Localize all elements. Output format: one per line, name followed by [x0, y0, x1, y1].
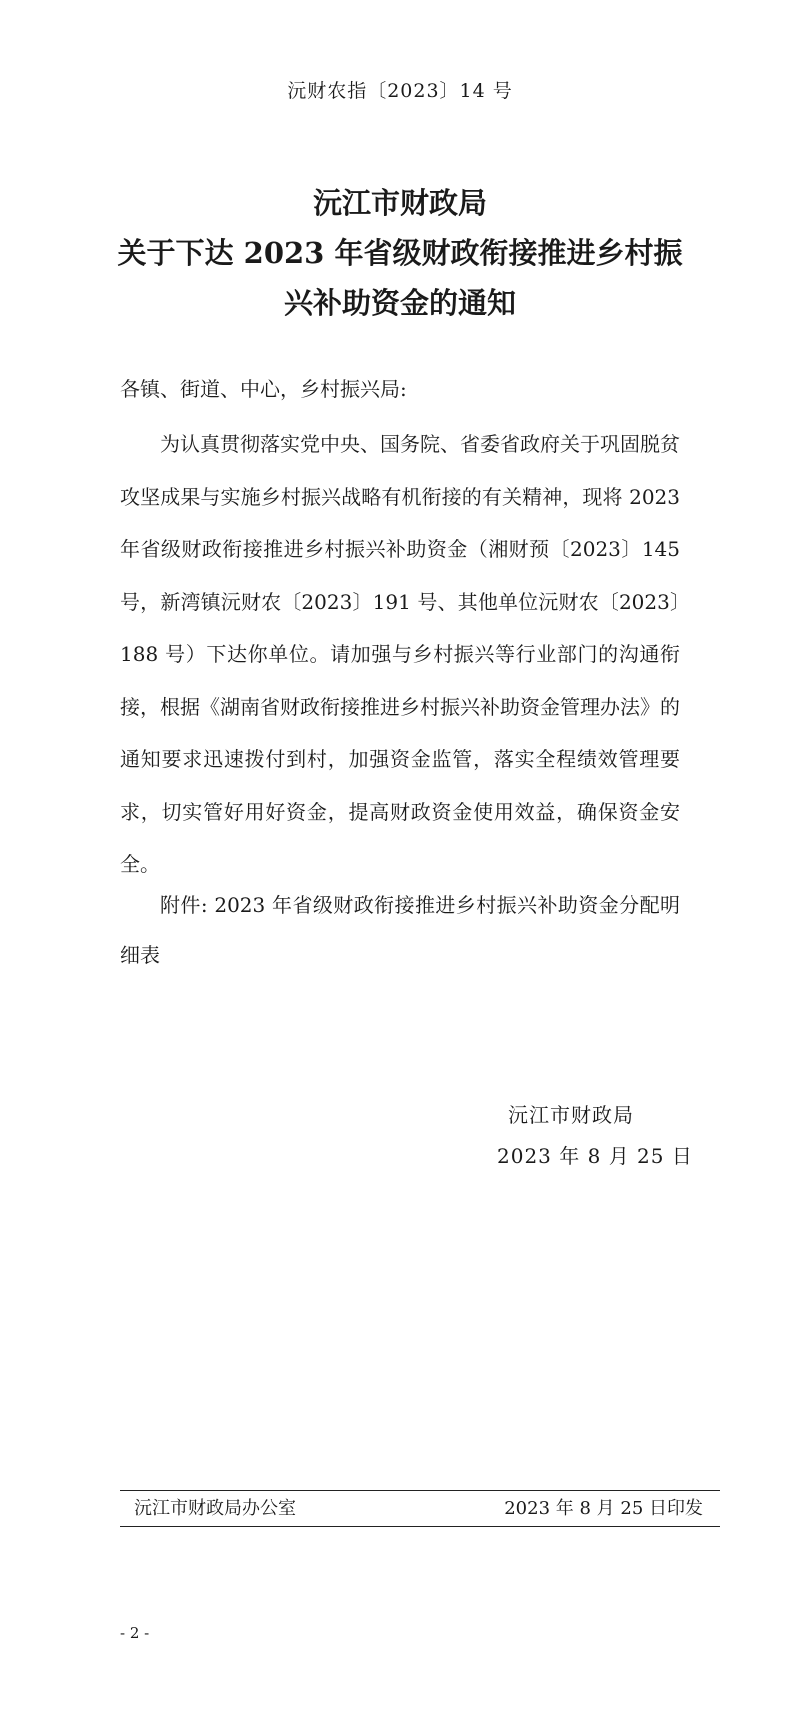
footer-print-date: 2023 年 8 月 25 日印发	[504, 1498, 703, 1519]
footer-bottom-rule	[120, 1526, 720, 1527]
signature-organization: 沅江市财政局	[508, 1103, 634, 1127]
title-line-2: 关于下达 2023 年省级财政衔接推进乡村振	[117, 236, 683, 270]
footer-top-rule	[120, 1490, 720, 1491]
title-line-1: 沅江市财政局	[312, 186, 487, 220]
page-number: - 2 -	[120, 1624, 150, 1642]
signature-date: 2023 年 8 月 25 日	[497, 1144, 693, 1168]
title-line-3: 兴补助资金的通知	[283, 286, 516, 320]
footer-office: 沅江市财政局办公室	[134, 1498, 296, 1519]
body-paragraph: 为认真贯彻落实党中央、国务院、省委省政府关于巩固脱贫攻坚成果与实施乡村振兴战略有机衔接的有关精神，现将 2023 年省级财政衔接推进乡村振兴补助资金（湘财预〔2023〕145 号，新湾镇沅财农〔2023〕191 号、其他单位沅财农〔2023〕188 号）下达你单位。请加强与乡村振兴等行业部门的沟通衔接，根据《湖南省财政衔接推进乡村振兴补助资金管理办法》的通知要求迅速拨付到村，加强资金监管，落实全程绩效管理要求，切实管好用好资金，提高财政资金使用效益，确保资金安全。	[120, 432, 680, 876]
attachment-note: 附件: 2023 年省级财政衔接推进乡村振兴补助资金分配明细表	[120, 893, 680, 967]
document-title	[100, 178, 700, 328]
document-number: 沅财农指〔2023〕14 号	[287, 80, 513, 102]
salutation: 各镇、街道、中心，乡村振兴局:	[120, 377, 407, 401]
